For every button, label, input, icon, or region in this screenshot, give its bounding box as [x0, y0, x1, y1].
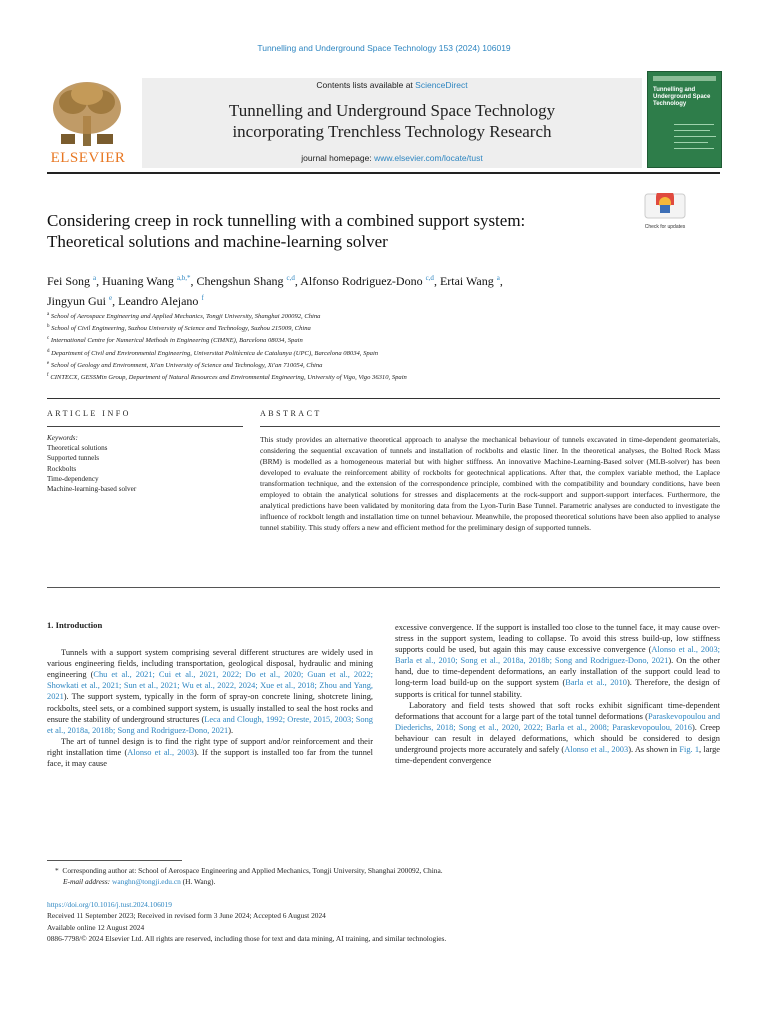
email-label: E-mail address:: [63, 877, 112, 886]
article-metadata: [47, 899, 720, 945]
affiliation: $^e$ School of Geology and Environment, Xi'an University of Science and Technology, Xi'an 710054, China: [47, 360, 323, 369]
footnote-rule: [47, 860, 182, 861]
paragraph: [395, 700, 720, 767]
paragraph-text: Laboratory and field tests showed that soft rocks exhibit significant time-dependent deformations that account for a large part of the total tunnel deformations (: [395, 700, 720, 721]
check-updates-label: Check for updates: [644, 224, 686, 230]
citation-link[interactable]: Chu et al., 2021; Cui et al., 2021, 2022; Do et al., 2020; Guan et al., 2022; Showkati et al., 2021; Sun et al., 2021; Wu et al., 2022, 2024; Xue et al., 2018; Zhou and Yang, 2021: [47, 670, 373, 702]
journal-title-line2: incorporating Trenchless Technology Research: [232, 122, 552, 141]
author[interactable]: Fei Song $^a$: [47, 274, 97, 288]
author-list: Fei Song $^a$, Huaning Wang $^{a,b,*}$, Chengshun Shang $^{c,d}$, Alfonso Rodriguez-Dono $^{c,d}$, Ertai Wang $^a$, Jingyun Gui $^e$, Leandro Alejano $^f$: [47, 274, 503, 308]
paragraph: [395, 622, 720, 700]
paragraph-text: ). The support system, typically in the form of spray-on concrete lining, shotcrete lining, rockbolts, steel sets, or a combined support system, is usually installed to seal the host rocks and ensure the stability of underground structures (: [47, 692, 373, 724]
paragraph-text: , large time-dependent convergence: [395, 745, 720, 766]
affiliation-list: [47, 310, 687, 383]
article-title: [47, 210, 627, 252]
paragraph-text: ). Therefore, the design of supports is critical for tunnel stability.: [395, 678, 720, 699]
paragraph-text: ). As shown in: [628, 745, 680, 755]
article-title-line1: Considering creep in rock tunnelling with a combined support system:: [47, 211, 526, 230]
citation-link[interactable]: Leca and Clough, 1992; Oreste, 2015, 2003; Song et al., 2018a, 2018b; Song and Rodriguez-Dono, 2021: [47, 714, 373, 735]
paragraph-text: ). Creep behaviour can result in delayed deformations, which should be considered to design underground projects more accurately and safely (: [395, 722, 720, 755]
check-updates-icon: [644, 193, 686, 219]
paragraph-text: excessive convergence. If the support is installed too close to the tunnel face, it may cause over-stress in the support system, leading to collapse. To avoid this stress build-up, low stiffness supports could be used, but again this may cause excessive convergence (: [395, 623, 720, 655]
journal-title: [142, 100, 642, 142]
keyword: Time-dependency: [47, 474, 99, 483]
contents-prefix: Contents lists available at: [316, 80, 416, 90]
journal-cover-thumbnail[interactable]: [647, 71, 722, 168]
affiliation: $^a$ School of Aerospace Engineering and Applied Mechanics, Tongji University, Shanghai 200092, China: [47, 312, 321, 321]
check-for-updates-button[interactable]: [644, 193, 686, 231]
section-rule: [47, 398, 720, 399]
journal-title-line1: Tunnelling and Underground Space Technology: [228, 101, 556, 120]
available-online: Available online 12 August 2024: [47, 922, 145, 932]
body-column-left: [47, 620, 373, 769]
journal-homepage: [142, 153, 642, 163]
paragraph-text: ). If the support is installed too far from the tunnel face, it may cause: [47, 747, 373, 769]
author[interactable]: Leandro Alejano $^f$: [118, 294, 204, 308]
affiliation: $^c$ International Centre for Numerical Methods in Engineering (CIMNE), Barcelona 08034, Spain: [47, 336, 303, 345]
abstract-text: This study provides an alternative theoretical approach to analyse the mechanical behaviour of tunnels excavated in time-dependent geomaterials, considering the sequential excavation of tunnels and installation of rockbolts and elastic liner. In the theoretical analyses, the Bolted Rock Mass (BRM) is modelled as a homogeneous material but with higher stiffness. An innovative Machine-Learning-Based solver (MLB-solver) has been developed to evaluate the reinforcement ability of rockbolts for geotechnical applications. After that, the complex variable method, the Laplace transformation technique, and the extension of the correspondence principle, combined with the compatibility and boundary conditions, have been employed to obtain the analytical solutions for stresses and displacements at the rock-support and support-support interfaces. Furthermore, the analytical predictions have been validated by monitoring data from the Lyon-Turin Base Tunnel. Parametric analyses are conducted to investigate the influence of rockbolt length and installation time on tunnel behaviour. Meanwhile, the proposed theoretical solutions have been also applied to analyse tunnel stability. This study offers a new and efficient method for the preliminary design of supported tunnels.: [260, 435, 720, 532]
citation-link[interactable]: Fig. 1: [679, 745, 700, 755]
article-info-heading: ARTICLE INFO: [47, 409, 131, 418]
homepage-link[interactable]: www.elsevier.com/locate/tust: [374, 153, 483, 163]
elsevier-logo[interactable]: [47, 78, 129, 168]
author[interactable]: Alfonso Rodriguez-Dono $^{c,d}$: [300, 274, 434, 288]
journal-reference[interactable]: Tunnelling and Underground Space Technology 153 (2024) 106019: [257, 43, 511, 53]
author[interactable]: Chengshun Shang $^{c,d}$: [196, 274, 295, 288]
paragraph: [47, 647, 373, 736]
article-title-line2: Theoretical solutions and machine-learning solver: [47, 232, 388, 251]
paragraph-text: The art of tunnel design is to find the right type of support and/or reinforcement and their right installation time (: [47, 736, 373, 757]
email-suffix: (H. Wang).: [180, 877, 216, 886]
cover-line: [674, 130, 710, 131]
affiliation: $^f$ CINTECX, GESSMin Group, Department of Natural Resources and Environmental Engineering, University of Vigo, Vigo 36310, Spain: [47, 372, 407, 382]
paragraph-text: ).: [228, 725, 234, 735]
abstract-rule: [260, 426, 720, 427]
sciencedirect-link[interactable]: ScienceDirect: [415, 80, 468, 90]
abstract-bottom-rule: [47, 587, 720, 588]
paragraph-text: ). On the other hand, due to time-dependent deformations, an early installation of the support could lead to long-term load build-up on the support system (: [395, 656, 720, 688]
cover-line: [674, 148, 714, 149]
doi-link[interactable]: https://doi.org/10.1016/j.tust.2024.106019: [47, 900, 172, 909]
abstract-heading: ABSTRACT: [260, 409, 322, 418]
keywords-block: [47, 433, 243, 494]
affiliation: $^b$ School of Civil Engineering, Suzhou University of Science and Technology, Suzhou 215009, China: [47, 324, 311, 333]
journal-banner: [142, 78, 642, 168]
received-dates: Received 11 September 2023; Received in revised form 3 June 2024; Accepted 6 August 2024: [47, 911, 326, 921]
author[interactable]: Huaning Wang $^{a,b,*}$: [102, 274, 191, 288]
cover-title: Tunnelling and Underground Space Technology: [653, 87, 711, 107]
corresponding-author-footnote: [47, 865, 720, 887]
citation-link[interactable]: Alonso et al., 2003: [127, 747, 194, 757]
body-column-right: [395, 622, 720, 766]
cover-line: [674, 124, 714, 125]
copyright: 0886-7798/© 2024 Elsevier Ltd. All rights are reserved, including those for text and data mining, AI training, and similar technologies.: [47, 934, 447, 944]
author[interactable]: Jingyun Gui $^e$: [47, 294, 113, 308]
paragraph-text: Tunnels with a support system comprising several different structures are widely used in various engineering fields, including transportation, geological disposal, hydraulic and mining engineering (: [47, 648, 373, 680]
cover-line: [674, 136, 716, 137]
corresponding-author: Corresponding author at: School of Aerospace Engineering and Applied Mechanics, Tongji University, Shanghai 200092, China.: [62, 866, 443, 875]
paragraph: [47, 736, 373, 769]
homepage-prefix: journal homepage:: [301, 153, 375, 163]
email-link[interactable]: wanghn@tongji.edu.cn: [112, 877, 181, 886]
cover-line: [674, 142, 708, 143]
asterisk-marker: *: [55, 866, 63, 875]
cover-strip: [653, 76, 716, 81]
article-info-rule: [47, 426, 243, 427]
citation-link[interactable]: Alonso et al., 2003; Barla et al., 2010; Song et al., 2018a, 2018b; Song and Rodriguez-Dono, 2021: [395, 645, 720, 666]
affiliation: $^d$ Department of Civil and Environmental Engineering, Universitat Politècnica de Catalunya (UPC), Barcelona 08034, Spain: [47, 348, 379, 357]
contents-availability: [142, 80, 642, 90]
keyword: Theoretical solutions: [47, 444, 108, 453]
citation-link[interactable]: Alonso et al., 2003: [564, 745, 629, 755]
citation-link[interactable]: Paraskevopoulou and Diederichs, 2018; Song et al., 2020, 2022; Barla et al., 2008; Paraskevopoulou, 2016: [395, 711, 721, 732]
citation-link[interactable]: Barla et al., 2010: [565, 678, 627, 688]
keyword: Rockbolts: [47, 464, 77, 473]
keyword: Supported tunnels: [47, 454, 100, 463]
header-rule: [47, 172, 720, 174]
keyword: Machine-learning-based solver: [47, 485, 137, 494]
elsevier-wordmark: ELSEVIER: [50, 150, 126, 166]
section-heading-introduction: 1. Introduction: [47, 620, 103, 630]
keywords-label: Keywords:: [47, 434, 78, 442]
author[interactable]: Ertai Wang $^a$: [439, 274, 500, 288]
